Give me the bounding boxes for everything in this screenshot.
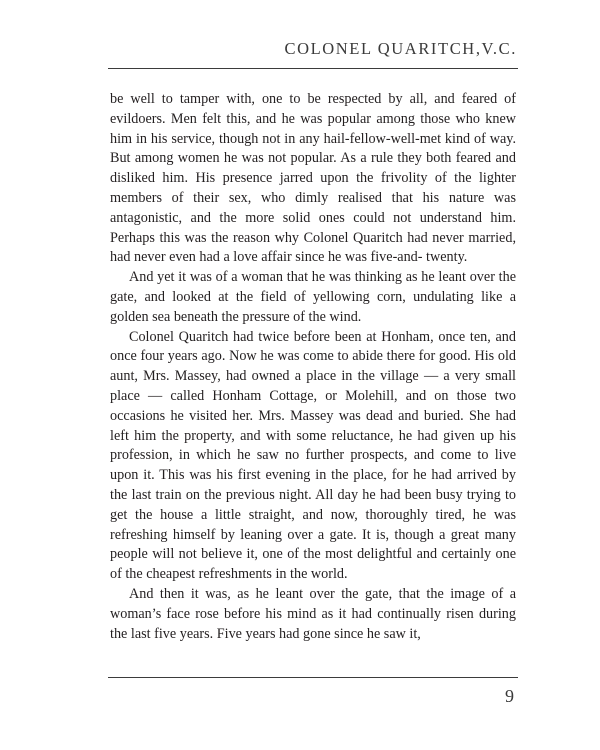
running-head: COLONEL QUARITCH,V.C. bbox=[284, 39, 517, 58]
footer-rule bbox=[108, 677, 518, 678]
header-rule bbox=[108, 68, 518, 69]
paragraph: And yet it was of a woman that he was thinking as he leant over the gate, and looked at the field of yellowing corn, undulating like a golden sea beneath the pressure of the wind. bbox=[110, 269, 516, 325]
paragraph: And then it was, as he leant over the gate, that the image of a woman’s face rose before his mind as it had continually risen during the last five years. Five years had gone since he saw it, bbox=[110, 585, 516, 642]
page-number: 9 bbox=[505, 686, 514, 706]
paragraph: be well to tamper with, one to be respected by all, and feared of evildoers. Men felt this, and he was popular among those who knew him in his service, though not in any hail-fellow-well-met kind of way. But among women he was not popular. As a rule they both feared and disliked him. His presence jarred upon the frivolity of the lighter members of their sex, who dimly realised that his nature was antagonistic, and the more solid ones could not understand him. Perhaps this was the reason why Colonel Quaritch had never married, had never even had a love affair since he was five-and- twenty. bbox=[110, 91, 516, 266]
body-text bbox=[110, 90, 516, 644]
paragraph: Colonel Quaritch had twice before been at Honham, once ten, and once four years ago. Now he was come to abide there for good. His old aunt, Mrs. Massey, had owned a place in the village — a very small place — called Honham Cottage, or Molehill, and on those two occasions he visited her. Mrs. Massey was dead and buried. She had left him the property, and with some reluctance, he had given up his profession, in which he saw no further prospects, and come to live upon it. This was his first evening in the place, for he had arrived by the last train on the previous night. All day he had been busy trying to get the house a little straight, and now, thoroughly tired, he was refreshing himself by leaning over a gate. It is, though a great many people will not believe it, one of the most delightful and certainly one of the cheapest refreshments in the world. bbox=[110, 328, 516, 583]
